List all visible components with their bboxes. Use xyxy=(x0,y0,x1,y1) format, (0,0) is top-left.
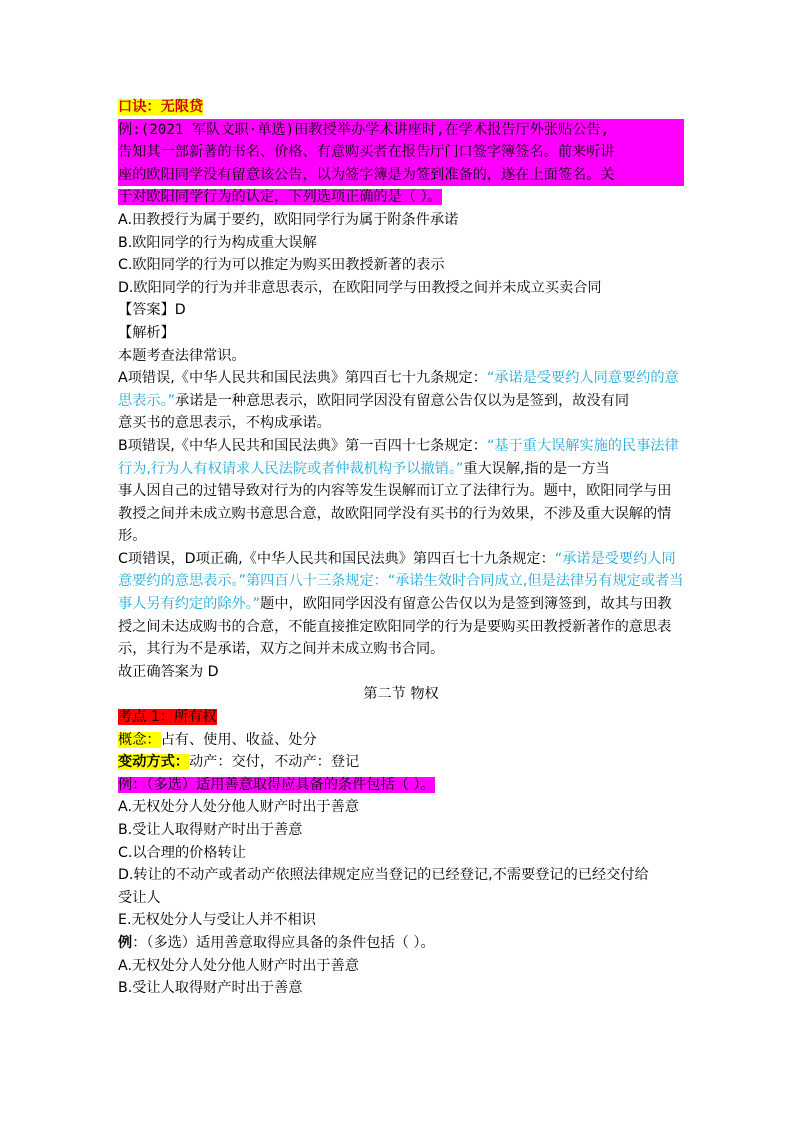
q1-option-d: D.欧阳同学的行为并非意思表示，在欧阳同学与田教授之间并未成立买卖合同 xyxy=(118,279,602,296)
q1-analysis-a xyxy=(118,367,684,412)
q2-option-b: B.受让人取得财产时出于善意 xyxy=(118,822,303,838)
q3-stem xyxy=(118,932,684,955)
q2-stem: 例：（多选）适用善意取得应具备的条件包括（ ）。 xyxy=(118,776,435,793)
q1-intro: 本题考查法律常识。 xyxy=(118,347,246,364)
question-3 xyxy=(118,932,684,1000)
concept-line xyxy=(118,729,684,752)
slogan-line xyxy=(118,96,684,119)
q1-analysis-b xyxy=(118,435,684,480)
q1-analysis-a-cont: 意买书的意思表示，不构成承诺。 xyxy=(118,415,331,432)
change-label: 变动方式： xyxy=(118,754,189,771)
q3-stem-label: 例 xyxy=(118,934,133,951)
q1-final-answer: 故正确答案为 D xyxy=(118,663,219,680)
q1-stem-line-3: 座的欧阳同学没有留意该公告，以为签字簿是为签到准备的，遂在上面签名。关 xyxy=(118,164,684,187)
change-line xyxy=(118,751,684,774)
section-title: 第二节 物权 xyxy=(363,686,439,703)
q1-stem-line-4: 于对欧阳同学行为的认定，下列选项正确的是（ ）。 xyxy=(118,189,442,206)
document-body xyxy=(118,96,684,1000)
q2-option-c: C.以合理的价格转让 xyxy=(118,844,246,861)
a-post: 承诺是一种意思表示，欧阳同学因没有留意公告仅以为是签到，故没有同 xyxy=(175,392,630,409)
concept-label: 概念： xyxy=(118,731,161,748)
kaodian-heading: 考点 1：所有权 xyxy=(118,709,217,726)
b-post: 重大误解,指的是一方当 xyxy=(463,460,610,477)
q2-option-e: E.无权处分人与受让人并不相识 xyxy=(118,912,316,929)
q1-stem-line-2: 告知其一部新著的书名、价格、有意购买者在报告厅门口签字簿签名。前来听讲 xyxy=(118,141,684,164)
q2-option-d: D.转让的不动产或者动产依照法律规定应当登记的已经登记,不需要登记的已经交付给 xyxy=(118,867,649,884)
a-quote: “承诺是受要约人同意要约的意思表示。” xyxy=(118,370,679,409)
question-2 xyxy=(118,774,684,932)
a-prefix: A项错误,《中华人民共和国民法典》第四百七十九条规定： xyxy=(118,370,487,387)
change-value: 动产：交付，不动产：登记 xyxy=(188,754,360,771)
q1-option-a: A.田教授行为属于要约，欧阳同学行为属于附条件承诺 xyxy=(118,211,459,228)
q3-option-a: A.无权处分人处分他人财产时出于善意 xyxy=(118,957,359,974)
q1-option-b: B.欧阳同学的行为构成重大误解 xyxy=(118,234,317,251)
c-quote: “承诺是受要约人同意要约的意思表示。”第四百八十三条规定：“承诺生效时合同成立,但是法律另有规定或者当事人另有约定的除外。” xyxy=(118,550,684,613)
q1-answer: 【答案】D xyxy=(118,302,186,319)
q1-stem-line-1: 例:(2021 军队文职·单选)田教授举办学术讲座时,在学术报告厅外张贴公告, xyxy=(118,119,684,142)
b-quote: “基于重大误解实施的民事法律行为,行为人有权请求人民法院或者仲裁机构予以撤销。” xyxy=(118,437,679,477)
concept-value: 占有、使用、收益、处分 xyxy=(160,731,317,748)
q1-analysis-c xyxy=(118,548,684,661)
q1-analysis-label: 【解析】 xyxy=(118,324,175,341)
slogan-text: 口诀：无限贷 xyxy=(118,99,204,115)
b-prefix: B项错误,《中华人民共和国民法典》第一百四十七条规定： xyxy=(118,437,487,454)
q3-option-b: B.受让人取得财产时出于善意 xyxy=(118,980,303,997)
q3-stem-text: ：（多选）适用善意取得应具备的条件包括（ ）。 xyxy=(132,934,435,951)
question-1 xyxy=(118,119,684,684)
q1-analysis-b-cont: 事人因自己的过错导致对行为的内容等发生误解而订立了法律行为。题中，欧阳同学与田教授之间并未成立购书意思合意，故欧阳同学没有买书的行为效果，不涉及重大误解的情形。 xyxy=(118,483,672,545)
q1-option-c: C.欧阳同学的行为可以推定为购买田教授新著的表示 xyxy=(118,257,445,274)
q2-option-a: A.无权处分人处分他人财产时出于善意 xyxy=(118,799,359,816)
c-prefix: C项错误，D项正确,《中华人民共和国民法典》第四百七十九条规定： xyxy=(118,550,555,567)
c-post: 题中，欧阳同学因没有留意公告仅以为是签到簿签到，故其与田教授之间未达成购书的合意，不能直接推定欧阳同学的行为是要购买田教授新著作的意思表示，其行为不是承诺，双方之间并未成立购书合同。 xyxy=(118,596,672,658)
q2-option-d-cont: 受让人 xyxy=(118,889,161,906)
